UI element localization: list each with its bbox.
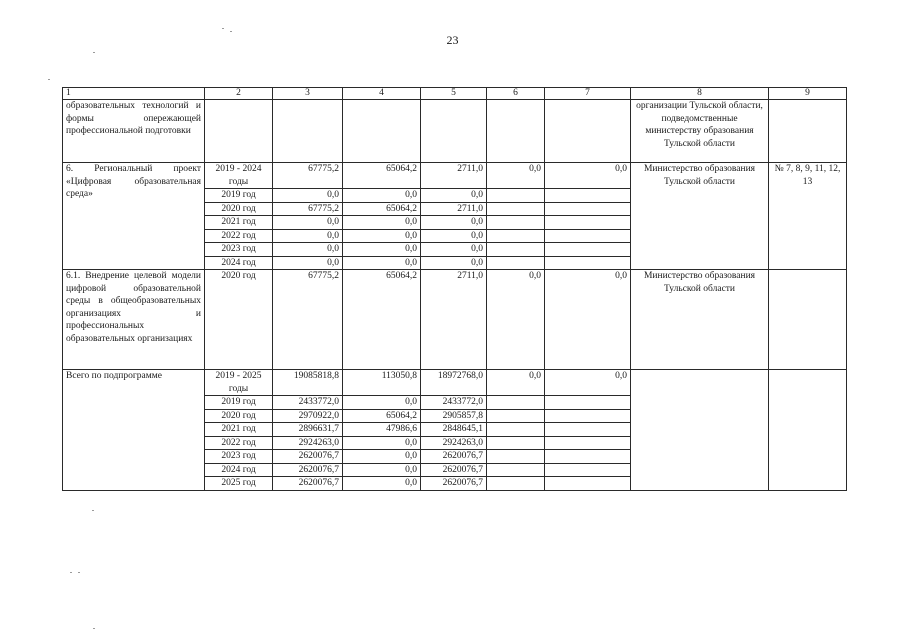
total-c6: 0,0	[487, 370, 545, 396]
project6-year-row: 2023 год 0,0 0,0 0,0	[63, 243, 847, 257]
continuation-responsible: организации Тульской области, подведомственные министерству образования Тульской области	[631, 100, 769, 163]
scan-speck	[92, 510, 94, 511]
total-year-row: 2021 год 2896631,7 47986,6 2848645,1	[63, 423, 847, 437]
item61-description: 6.1. Внедрение целевой модели цифровой образовательной среды в общеобразовательных организациях и профессиональных образовательных организациях	[63, 270, 205, 370]
total-year-row: 2020 год 2970922,0 65064,2 2905857,8	[63, 409, 847, 423]
item61-c6: 0,0	[487, 270, 545, 370]
col-header-5: 5	[421, 88, 487, 100]
col-header-7: 7	[545, 88, 631, 100]
scan-speck	[78, 572, 80, 573]
item61-row	[63, 270, 847, 370]
project6-responsible: Министерство образования Тульской области	[631, 163, 769, 270]
col-header-2: 2	[205, 88, 273, 100]
project6-indicators: № 7, 8, 9, 11, 12, 13	[769, 163, 847, 270]
project6-period: 2019 - 2024 годы	[205, 163, 273, 189]
total-year-row: 2023 год 2620076,7 0,0 2620076,7	[63, 450, 847, 464]
total-period: 2019 - 2025 годы	[205, 370, 273, 396]
scan-speck	[70, 572, 72, 573]
scan-speck	[222, 28, 224, 29]
scan-speck	[230, 31, 232, 32]
total-c5: 18972768,0	[421, 370, 487, 396]
total-year-row: 2025 год 2620076,7 0,0 2620076,7	[63, 477, 847, 491]
scan-speck	[93, 628, 95, 629]
continuation-row	[63, 100, 847, 163]
item61-c7: 0,0	[545, 270, 631, 370]
project6-year-row: 2021 год 0,0 0,0 0,0	[63, 216, 847, 230]
project6-year-row: 2024 год 0,0 0,0 0,0	[63, 256, 847, 270]
total-year-row: 2019 год 2433772,0 0,0 2433772,0	[63, 396, 847, 410]
item61-c3: 67775,2	[273, 270, 343, 370]
scan-speck	[48, 79, 50, 80]
item61-c5: 2711,0	[421, 270, 487, 370]
total-c4: 113050,8	[343, 370, 421, 396]
project6-year-row: 2019 год 0,0 0,0 0,0	[63, 189, 847, 203]
total-description: Всего по подпрограмме	[63, 370, 205, 491]
project6-c3: 67775,2	[273, 163, 343, 189]
project6-c5: 2711,0	[421, 163, 487, 189]
item61-period: 2020 год	[205, 270, 273, 370]
item61-c4: 65064,2	[343, 270, 421, 370]
total-c7: 0,0	[545, 370, 631, 396]
continuation-description: образовательных технологий и формы опережающей профессиональной подготовки	[63, 100, 205, 163]
project6-c4: 65064,2	[343, 163, 421, 189]
page-number: 23	[446, 33, 459, 47]
header-row	[63, 88, 847, 100]
col-header-9: 9	[769, 88, 847, 100]
item61-responsible: Министерство образования Тульской области	[631, 270, 769, 370]
col-header-6: 6	[487, 88, 545, 100]
project6-year-row: 2022 год 0,0 0,0 0,0	[63, 229, 847, 243]
subprogram-total-row	[63, 370, 847, 396]
project6-year-row: 2020 год 67775,2 65064,2 2711,0	[63, 202, 847, 216]
project6-c6: 0,0	[487, 163, 545, 189]
total-c3: 19085818,8	[273, 370, 343, 396]
project6-total-row	[63, 163, 847, 189]
subprogram-financing-table	[62, 87, 847, 491]
col-header-3: 3	[273, 88, 343, 100]
total-year-row: 2024 год 2620076,7 0,0 2620076,7	[63, 463, 847, 477]
col-header-4: 4	[343, 88, 421, 100]
col-header-8: 8	[631, 88, 769, 100]
col-header-1: 1	[63, 88, 205, 100]
project6-c7: 0,0	[545, 163, 631, 189]
total-year-row: 2022 год 2924263,0 0,0 2924263,0	[63, 436, 847, 450]
scan-speck	[93, 52, 95, 53]
project6-description: 6. Региональный проект «Цифровая образовательная среда»	[63, 163, 205, 270]
